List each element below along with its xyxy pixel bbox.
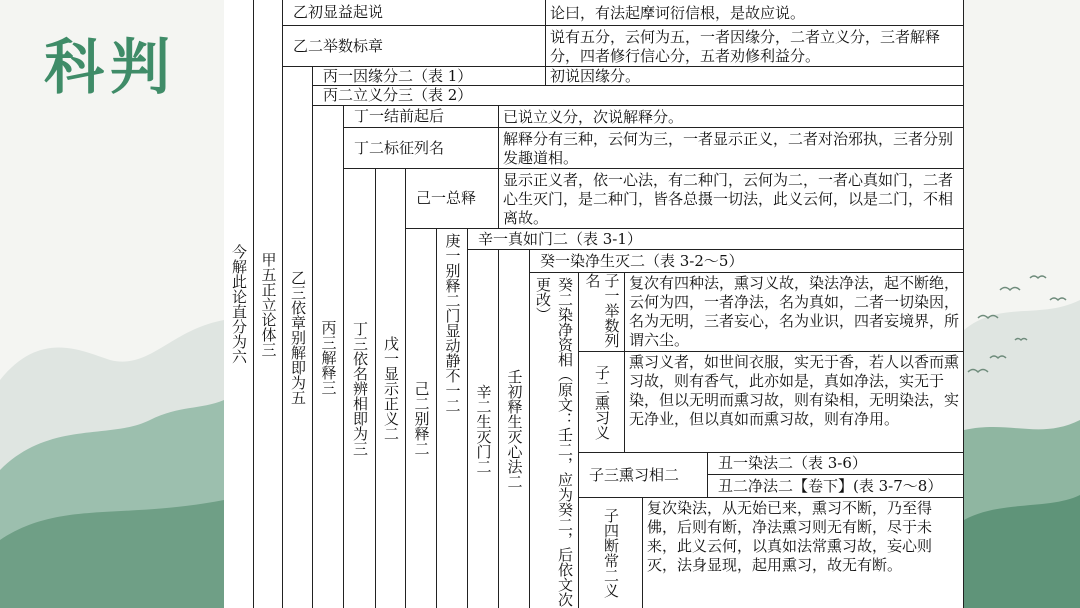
rule-line [707,474,964,475]
node-yi1-text: 论曰，有法起摩诃衍信根，是故应说。 [546,0,964,25]
rule-line [343,168,964,169]
node-bing3: 丙三解释三 [313,106,343,608]
node-ding2-text: 解释分有三种，云何为三，一者显示正义，二者对治邪执，三者分别发趣道相。 [499,128,964,168]
node-yi3: 乙三依章别解即为五 [283,67,312,608]
rule-line [642,498,643,608]
rule-line [467,229,468,608]
rule-line [312,105,964,106]
outline-root: 今解此论直分为六 [224,0,253,608]
node-ding3: 丁三依名辨相即为三 [344,169,375,608]
node-zi2-text: 熏习义者，如世间衣服，实无于香，若人以香而熏习故，则有香气，此亦如是，真如净法，实无于染，但以无明而熏习故，则有染相，无明染法，实无净业，但以真如而熏习故，则有净用。 [625,352,964,452]
slide-heading: 科判 [44,33,176,103]
rule-line [624,273,625,453]
node-xin1: 辛一真如门二（表 3-1） [468,229,964,249]
rule-line [578,452,964,453]
node-bing1-text: 初说因缘分。 [546,67,964,85]
node-yi2-text: 说有五分，云何为五，一者因缘分，二者立义分，三者解释分，四者修行信心分，五者劝修利益分。 [546,26,964,66]
rule-line [312,85,964,86]
rule-line [375,169,376,608]
rule-line [578,351,964,352]
node-ding2: 丁二标征列名 [344,128,498,168]
outline-table [224,0,964,608]
rule-line [545,0,546,86]
rule-line [467,249,964,250]
node-jia5: 甲五正立论体三 [254,0,282,608]
node-zi1: 子一举数列名 [579,273,624,351]
rule-line [253,0,254,608]
node-xin2: 辛二生灭门二 [468,250,498,608]
rule-line [436,229,437,608]
rule-line [498,169,499,229]
node-chou2: 丑二净法二【卷下】(表 3-7～8） [708,475,964,497]
rule-line [529,250,530,608]
rule-line [343,127,964,128]
rule-line [578,273,579,608]
node-ding1: 丁一结前起后 [344,106,498,127]
node-ding1-text: 已说立义分，次说解释分。 [499,106,964,127]
rule-line [707,453,708,498]
rule-line [405,169,406,608]
rule-line [498,250,499,608]
rule-line [405,228,964,229]
node-gui2: 癸二染净资相（原文：壬二，应为癸二，后依文次更改） [530,273,578,608]
node-ji2: 己二别释二 [406,229,436,608]
node-chou1: 丑一染法二（表 3-6） [708,453,964,474]
node-zi2: 子二熏习义 [579,352,624,452]
node-geng1: 庚一别释二门显动静不一二 [437,229,467,608]
node-wu1: 戊一显示正义二 [376,169,405,608]
node-ji1-text: 显示正义者，依一心法，有二种门，云何为二，一者心真如门，二者心生灭门，是二种门，皆各总摄一切法，此义云何，以是二门，不相离故。 [499,169,964,228]
node-yi1: 乙初显益起说 [283,0,545,25]
node-ren1: 壬初释生灭心法二 [499,250,529,608]
node-yi2: 乙二举数标章 [283,26,545,66]
node-ji1: 己一总释 [406,169,498,228]
node-zi4-text: 复次染法，从无始已来，熏习不断，乃至得佛，后则有断，净法熏习则无有断，尽于未来，此义云何，以真如法常熏习故，妄心则灭，法身显现，起用熏习，故无有断。 [643,498,964,608]
node-zi4: 子四断常二义 [579,498,642,608]
rule-line [963,0,964,608]
node-zi1-text: 复次有四种法，熏习义故，染法净法，起不断绝，云何为四，一者净法，名为真如，二者一切染因，名为无明，三者妄心，名为业识，四者妄境界，所谓六尘。 [625,273,964,351]
rule-line [282,66,964,67]
rule-line [282,25,964,26]
node-zi3: 子三熏习相二 [579,453,707,497]
node-gui1: 癸一染净生灭二（表 3-2～5） [530,250,964,272]
rule-line [498,106,499,169]
rule-line [578,497,964,498]
node-bing2: 丙二立义分三（表 2） [313,86,964,105]
rule-line [343,106,344,608]
rule-line [529,272,964,273]
node-bing1: 丙一因缘分二（表 1） [313,67,545,85]
rule-line [282,0,283,608]
rule-line [312,67,313,608]
